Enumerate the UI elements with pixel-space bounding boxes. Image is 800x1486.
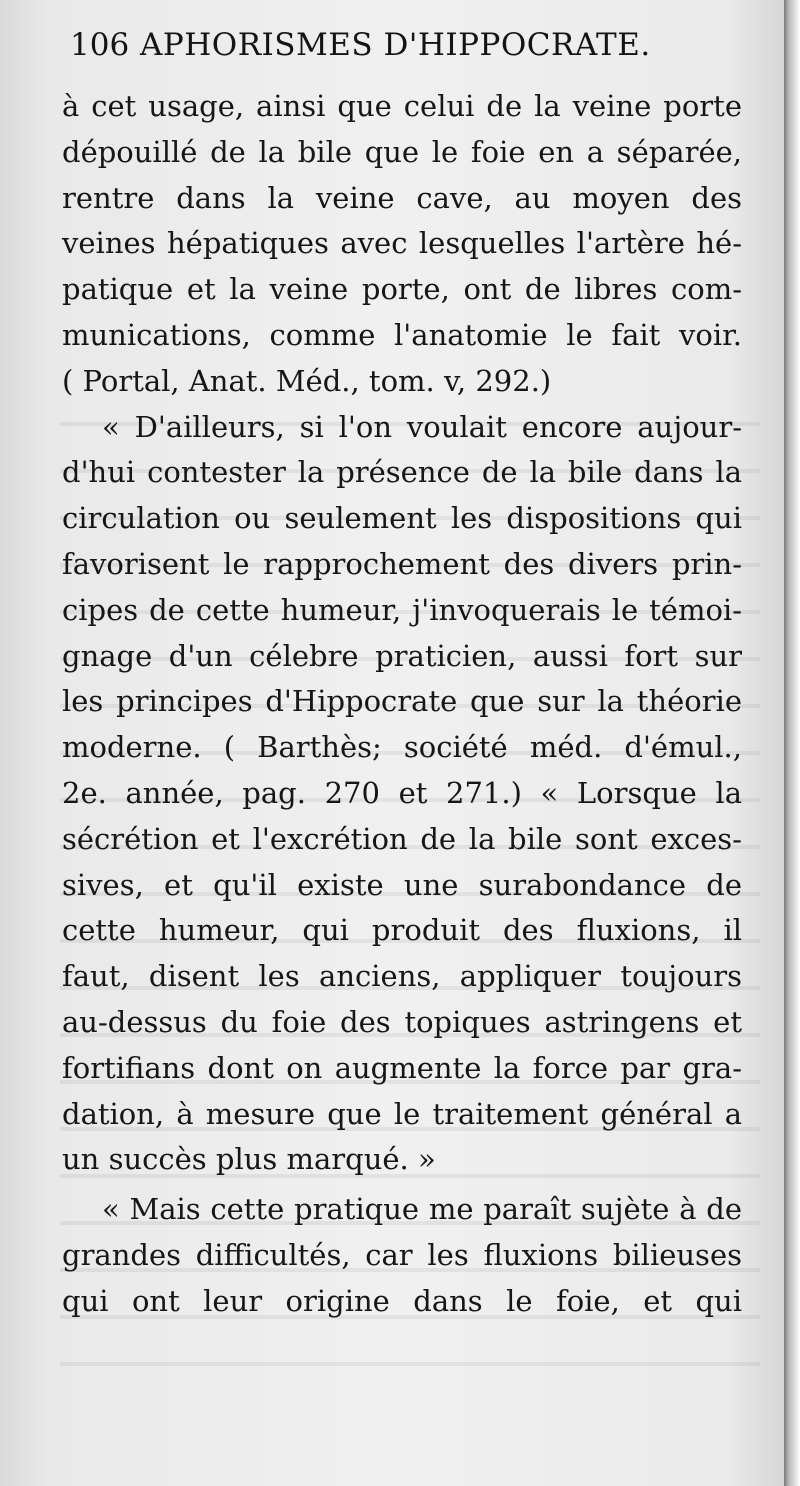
text-line: dation, à mesure que le traitement général a [62,1096,742,1131]
text-line: cipes de cette humeur, j'invoquerais le témoi- [62,592,742,627]
text-line: favorisent le rapprochement des divers prin- [62,546,742,581]
text-line: fortifians dont on augmente la force par gra- [62,1050,742,1085]
text-line: patique et la veine porte, ont de libres com- [62,272,742,307]
text-line: gnage d'un célebre praticien, aussi fort sur [62,638,742,673]
text-line: munications, comme l'anatomie le fait voir. [62,317,742,352]
text-line: d'hui contester la présence de la bile dans la [62,455,742,490]
text-line: moderne. ( Barthès; société méd. d'émul., [62,730,742,765]
text-line: sives, et qu'il existe une surabondance de [62,867,742,902]
text-line: les principes d'Hippocrate que sur la théorie [62,684,742,719]
text-line: veines hépatiques avec lesquelles l'artère hé- [62,226,742,261]
text-line: un succès plus marqué. » [62,1142,436,1177]
text-line: « D'ailleurs, si l'on voulait encore aujour- [102,409,742,444]
text-line: à cet usage, ainsi que celui de la veine porte [62,89,742,123]
text-line: grandes difficultés, car les fluxions bilieuses [62,1237,742,1272]
text-line: au-dessus du foie des topiques astringens et [62,1004,742,1039]
text-line: qui ont leur origine dans le foie, et qui [62,1283,742,1318]
text-line: ( Portal, Anat. Méd., tom. v, 292.) [62,363,552,398]
text-line: cette humeur, qui produit des fluxions, il [62,913,742,948]
running-title: APHORISMES D'HIPPOCRATE. [140,27,651,63]
text-line: circulation ou seulement les dispositions qui [62,501,742,536]
page-edge-shadow [784,0,800,1486]
page-number: 106 [70,27,130,63]
text-line: « Mais cette pratique me paraît sujète à de [102,1192,742,1227]
body-text [62,84,742,1325]
text-line: rentre dans la veine cave, au moyen des [62,180,742,215]
text-line: faut, disent les anciens, appliquer toujours [62,959,742,994]
text-line: dépouillé de la bile que le foie en a séparée, [62,134,742,169]
text-line: 2e. année, pag. 270 et 271.) « Lorsque la [62,775,742,810]
page-header [70,27,710,77]
text-line: sécrétion et l'excrétion de la bile sont exces- [62,821,742,856]
